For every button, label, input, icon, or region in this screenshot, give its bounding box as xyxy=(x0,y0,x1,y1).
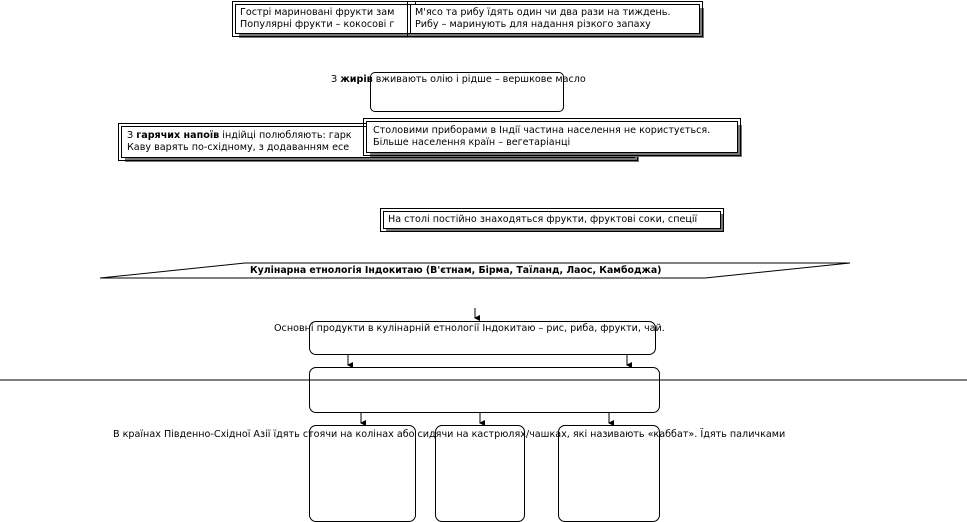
drinks-prefix: З xyxy=(127,130,137,141)
cutlery-box xyxy=(366,121,738,153)
drinks-suffix: індійці полюбляють: гарк xyxy=(219,130,352,141)
meat-line-1: М'ясо та рибу їдять один чи два рази на тиждень. xyxy=(415,7,671,18)
drinks-bold: гарячих напоїв xyxy=(136,130,220,141)
meat-line-2: Рибу – маринують для надання різкого запаху xyxy=(415,19,651,30)
cutlery-line-2: Більше населення країн – вегетаріанці xyxy=(373,137,571,148)
cutlery-line-1: Столовими приборами в Індії частина населення не користується. xyxy=(373,125,711,136)
fats-box xyxy=(370,72,564,112)
table-note-box xyxy=(383,211,721,229)
banner-title: Кулінарна етнологія Індокитаю (В'єтнам, Бірма, Таїланд, Лаос, Камбоджа) xyxy=(250,265,662,276)
meat-fish-box xyxy=(410,4,700,34)
summary-box xyxy=(309,367,660,413)
eating-customs-text: В країнах Південно-Східної Азії їдять стоячи на колінах або сидячи на кастрюлях/чашках, які називають «каббат». Їдять паличками xyxy=(113,429,786,440)
fruits-box xyxy=(235,4,413,34)
drinks-line-2: Каву варять по-східному, з додаванням есе xyxy=(127,142,350,153)
main-products-box xyxy=(309,321,656,355)
fruits-line-2: Популярні фрукти – кокосові г xyxy=(240,19,395,30)
fruits-line-1: Гострі мариновані фрукти зам xyxy=(240,7,395,18)
fats-bold: жирів xyxy=(340,74,373,85)
fats-prefix: З xyxy=(331,74,341,85)
fats-suffix: вживають олію і рідше – вершкове масло xyxy=(372,74,586,85)
main-products-text: Основні продукти в кулінарній етнології Індокитаю – рис, риба, фрукти, чай. xyxy=(274,323,665,334)
table-note-text: На столі постійно знаходяться фрукти, фруктові соки, спеції xyxy=(388,214,698,225)
